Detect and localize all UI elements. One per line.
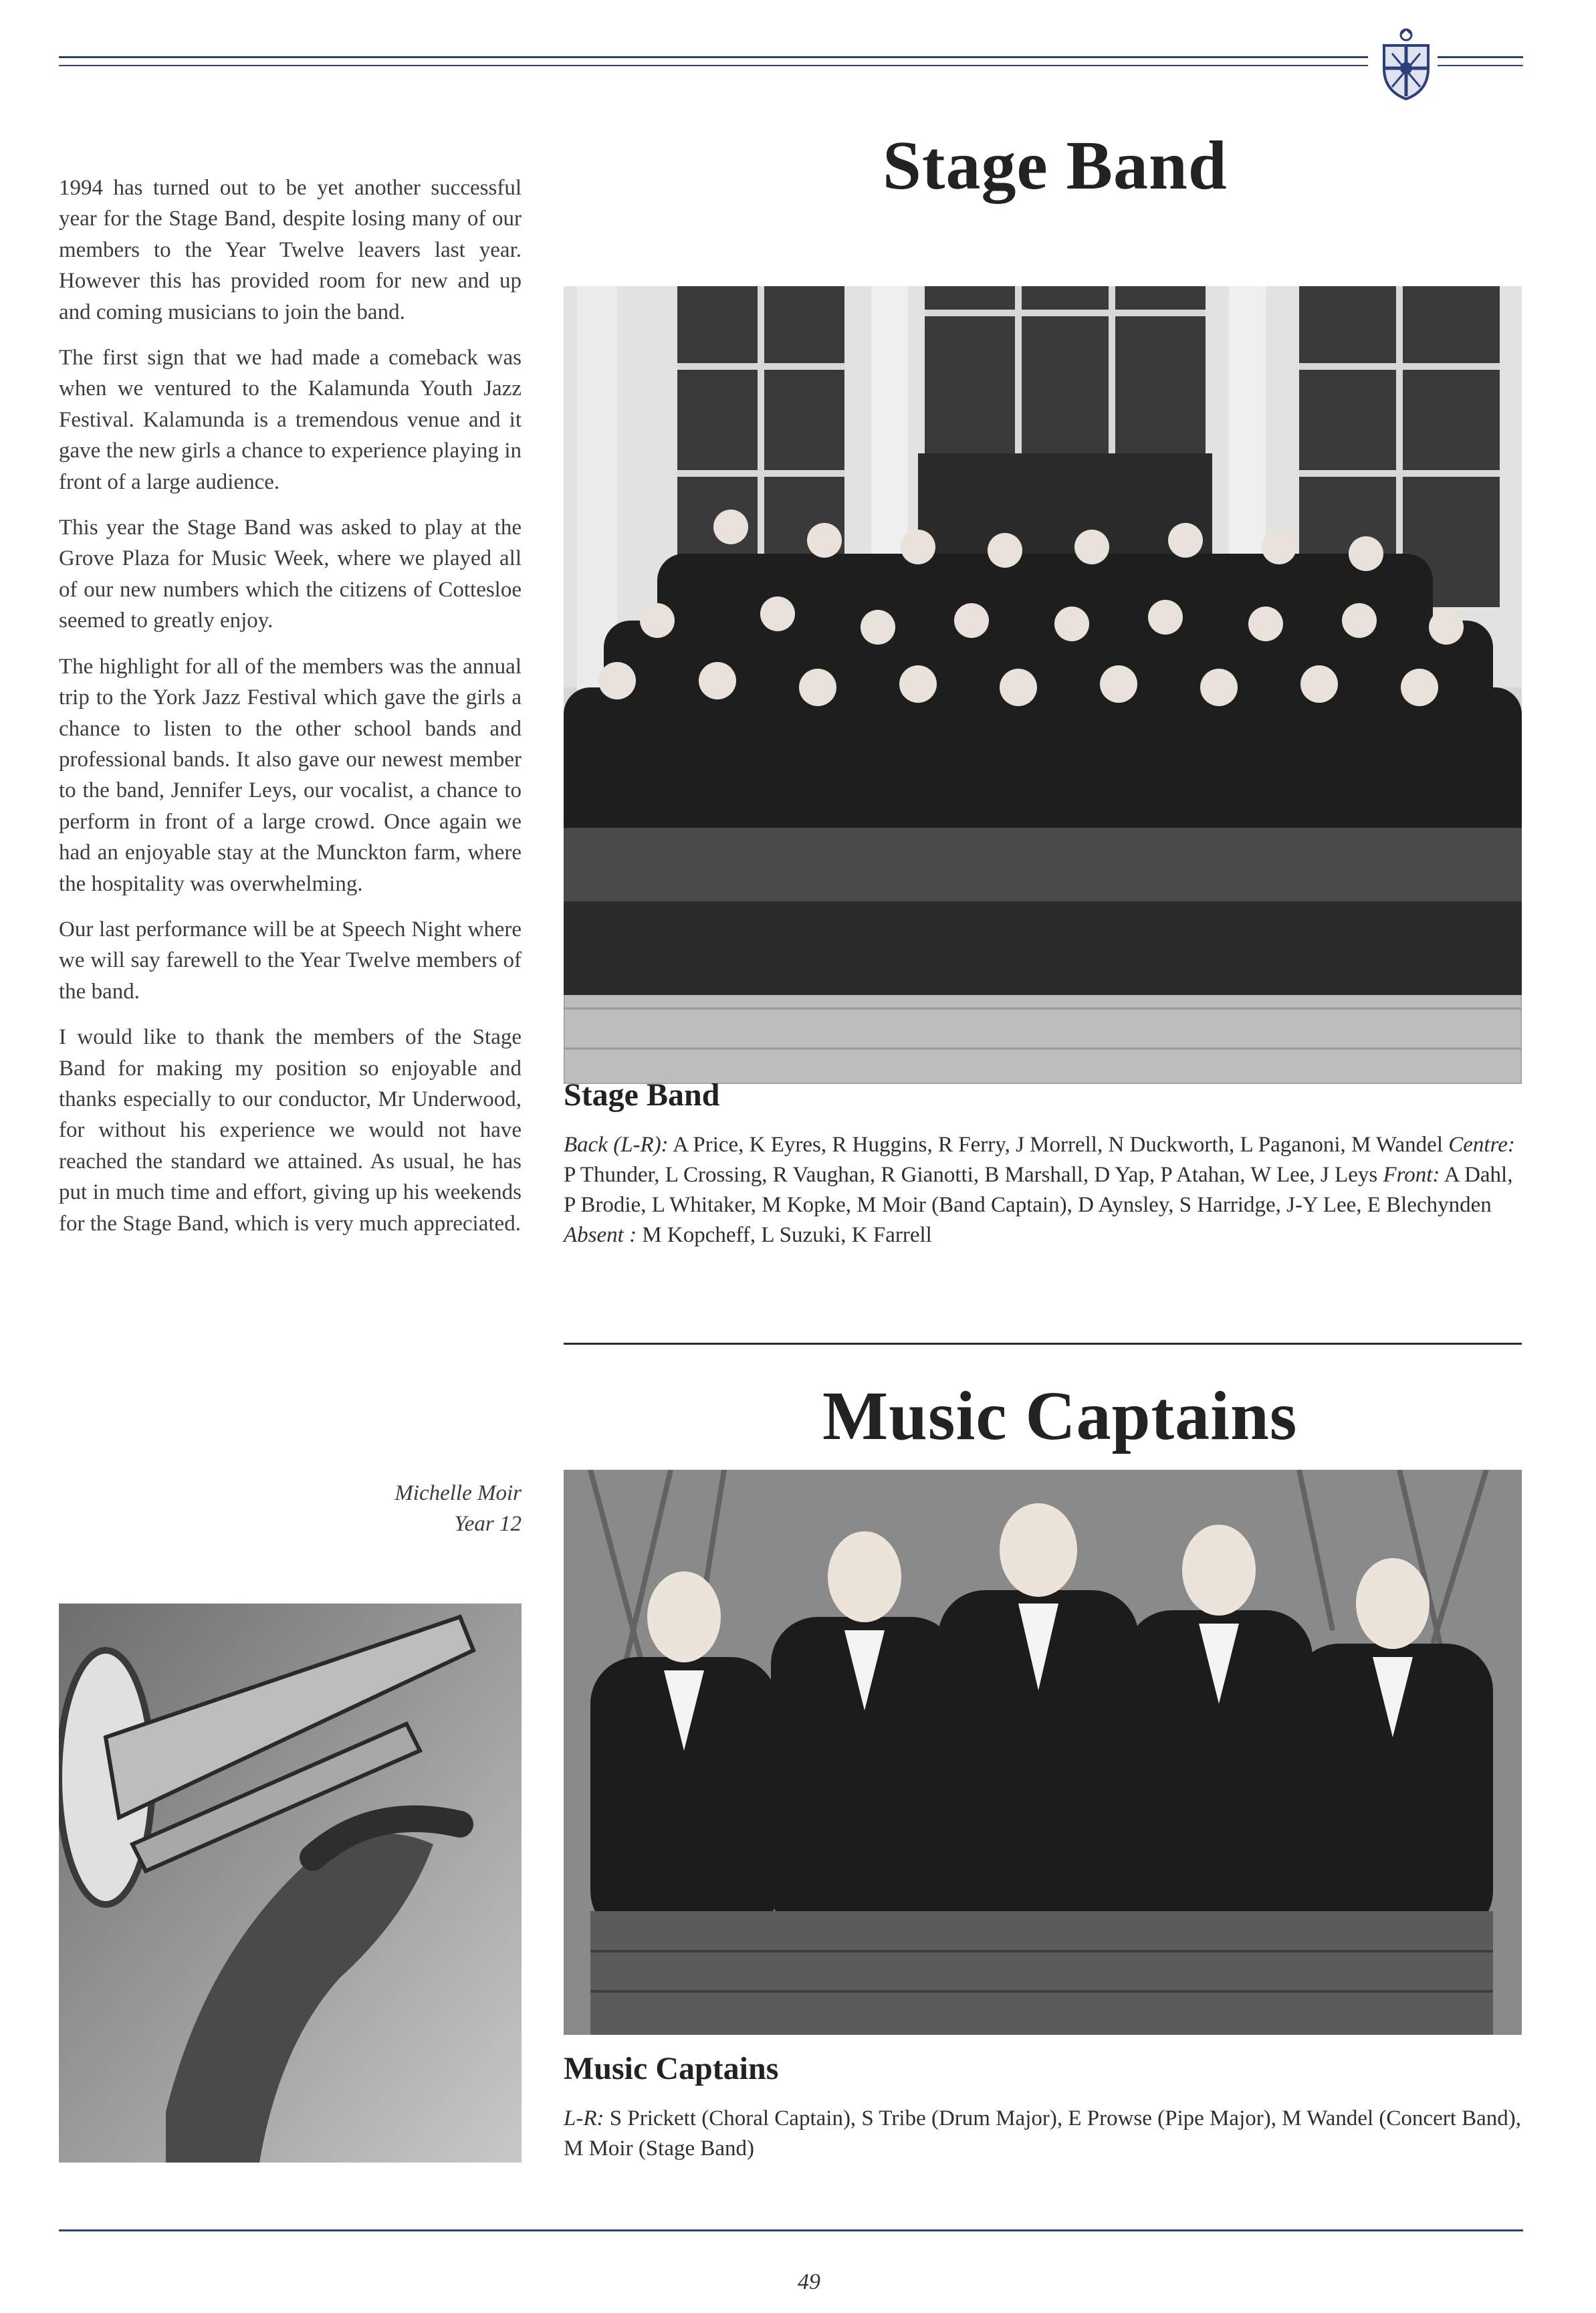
music-captains-caption [564, 2104, 1522, 2164]
author-signature [294, 1478, 522, 1539]
music-captains-names: S Prickett (Choral Captain), S Tribe (Drum Major), E Prowse (Pipe Major), M Wandel (Concert Band), M Moir (Stage Band) [564, 2106, 1522, 2161]
author-name: Michelle Moir [394, 1481, 522, 1505]
article-paragraph: The highlight for all of the members was the annual trip to the York Jazz Festival which gave the girls a chance to listen to the other school bands and professional bands. It also gave our newest member to the band, Jennifer Leys, our vocalist, a chance to perform in front of a large crowd. Once again we had an enjoyable stay at the Munckton farm, where the hospitality was overwhelming. [59, 654, 522, 896]
front-row-label: Front: [1383, 1163, 1440, 1187]
back-row-names: A Price, K Eyres, R Huggins, R Ferry, J Morrell, N Duckworth, L Paganoni, M Wandel [668, 1133, 1449, 1157]
stage-band-heading: Stage Band [883, 127, 1228, 204]
section-divider [564, 1343, 1522, 1345]
bottom-rule [59, 2229, 1523, 2231]
stage-band-caption-title: Stage Band [564, 1077, 720, 1113]
article-body [59, 173, 522, 1254]
top-rule-right [1438, 56, 1523, 66]
music-captains-heading: Music Captains [822, 1378, 1298, 1454]
centre-row-label: Centre: [1448, 1133, 1515, 1157]
article-paragraph: The first sign that we had made a comeback was when we ventured to the Kalamunda Youth Jazz Festival. Kalamunda is a tremendous venue and it gave the new girls a chance to experience playing in front of a large audience. [59, 346, 522, 494]
article-paragraph: This year the Stage Band was asked to play at the Grove Plaza for Music Week, where we played all of our new numbers which the citizens of Cottesloe seemed to greatly enjoy. [59, 516, 522, 633]
page-number: 49 [798, 2270, 820, 2294]
top-rule [59, 56, 1368, 66]
trumpet-photo-illustration [59, 1604, 522, 2163]
article-paragraph: 1994 has turned out to be yet another successful year for the Stage Band, despite losing many of our members to the Year Twelve leavers last year. However this has provided room for new and up and coming musicians to join the band. [59, 176, 522, 324]
music-captains-photo [564, 1470, 1522, 2035]
article-paragraph: Our last performance will be at Speech Night where we will say farewell to the Year Twelve members of the band. [59, 917, 522, 1004]
centre-row-names: P Thunder, L Crossing, R Vaughan, R Gianotti, B Marshall, D Yap, P Atahan, W Lee, J Leys [564, 1163, 1383, 1187]
music-captains-caption-title: Music Captains [564, 2051, 779, 2086]
school-crest-icon [1377, 27, 1435, 102]
stage-band-photo [564, 286, 1522, 1084]
stage-band-caption [564, 1130, 1522, 1250]
front-row-names: A Dahl, P Brodie, L Whitaker, M Kopke, M Moir (Band Captain), D Aynsley, S Harridge, J-Y Lee, E Blechynden [564, 1163, 1513, 1217]
trumpet-photo [59, 1604, 522, 2163]
absent-label: Absent : [564, 1223, 637, 1247]
music-captains-photo-illustration [564, 1470, 1522, 2035]
author-year: Year 12 [454, 1512, 522, 1536]
back-row-label: Back (L-R): [564, 1133, 669, 1157]
stage-band-photo-illustration [564, 286, 1522, 1084]
absent-names: M Kopcheff, L Suzuki, K Farrell [637, 1223, 932, 1247]
lr-label: L-R: [564, 2106, 604, 2130]
article-paragraph: I would like to thank the members of the Stage Band for making my position so enjoyable and thanks especially to our conductor, Mr Underwood, for without his experience we would not have reached the standard we attained. As usual, he has put in much time and effort, giving up his weekends for the Stage Band, which is very much appreciated. [59, 1025, 522, 1236]
